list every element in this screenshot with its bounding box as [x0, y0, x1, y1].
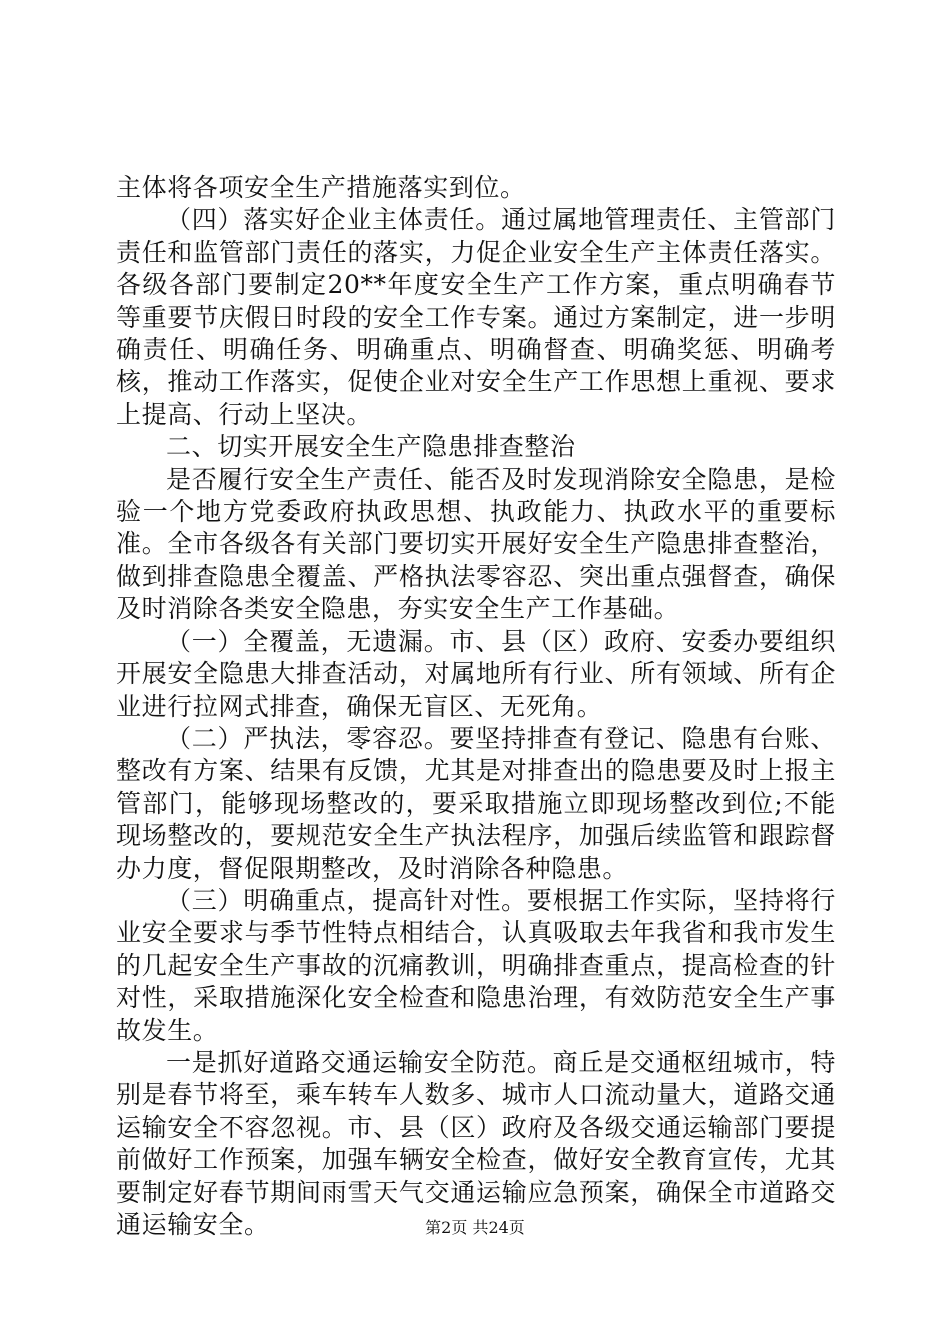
section-heading-2: 二、切实开展安全生产隐患排查整治 [166, 432, 576, 462]
paragraph-item-3: （三）明确重点，提高针对性。要根据工作实际，坚持将行业安全要求与季节性特点相结合，认真吸取去年我省和我市发生的几起安全生产事故的沉痛教训，明确排查重点，提高检查的针对性，采取措施深化安全检查和隐患治理，有效防范安全生产事故发生。 [116, 885, 836, 1045]
paragraph-section-4: （四）落实好企业主体责任。通过属地管理责任、主管部门责任和监管部门责任的落实，力促企业安全生产主体责任落实。各级各部门要制定20**年度安全生产工作方案，重点明确春节等重要节庆假日时段的安全工作专案。通过方案制定，进一步明确责任、明确任务、明确重点、明确督查、明确奖惩、明确考核，推动工作落实，促使企业对安全生产工作思想上重视、要求上提高、行动上坚决。 [116, 205, 836, 429]
paragraph-continuation: 主体将各项安全生产措施落实到位。 [116, 173, 526, 202]
paragraph-road-safety: 一是抓好道路交通运输安全防范。商丘是交通枢纽城市，特别是春节将至，乘车转车人数多、城市人口流动量大，道路交通运输安全不容忽视。市、县（区）政府及各级交通运输部门要提前做好工作预案，加强车辆安全检查，做好安全教育宣传，尤其要制定好春节期间雨雪天气交通运输应急预案，确保全市道路交通运输安全。 [116, 1047, 836, 1239]
page-number-footer: 第2页 共24页 [425, 1218, 525, 1237]
paragraph-item-1: （一）全覆盖，无遗漏。市、县（区）政府、安委办要组织开展安全隐患大排查活动，对属地所有行业、所有领域、所有企业进行拉网式排查，确保无盲区、无死角。 [116, 626, 836, 721]
paragraph-item-2: （二）严执法，零容忍。要坚持排查有登记、隐患有台账、整改有方案、结果有反馈，尤其是对排查出的隐患要及时上报主管部门，能够现场整改的，要采取措施立即现场整改到位;不能现场整改的，要规范安全生产执法程序，加强后续监管和跟踪督办力度，督促限期整改，及时消除各种隐患。 [116, 723, 836, 883]
paragraph-intro: 是否履行安全生产责任、能否及时发现消除安全隐患，是检验一个地方党委政府执政思想、执政能力、执政水平的重要标准。全市各级各有关部门要切实开展好安全生产隐患排查整治，做到排查隐患全覆盖、严格执法零容忍、突出重点强督查，确保及时消除各类安全隐患，夯实安全生产工作基础。 [116, 464, 836, 624]
document-body [116, 172, 836, 1241]
